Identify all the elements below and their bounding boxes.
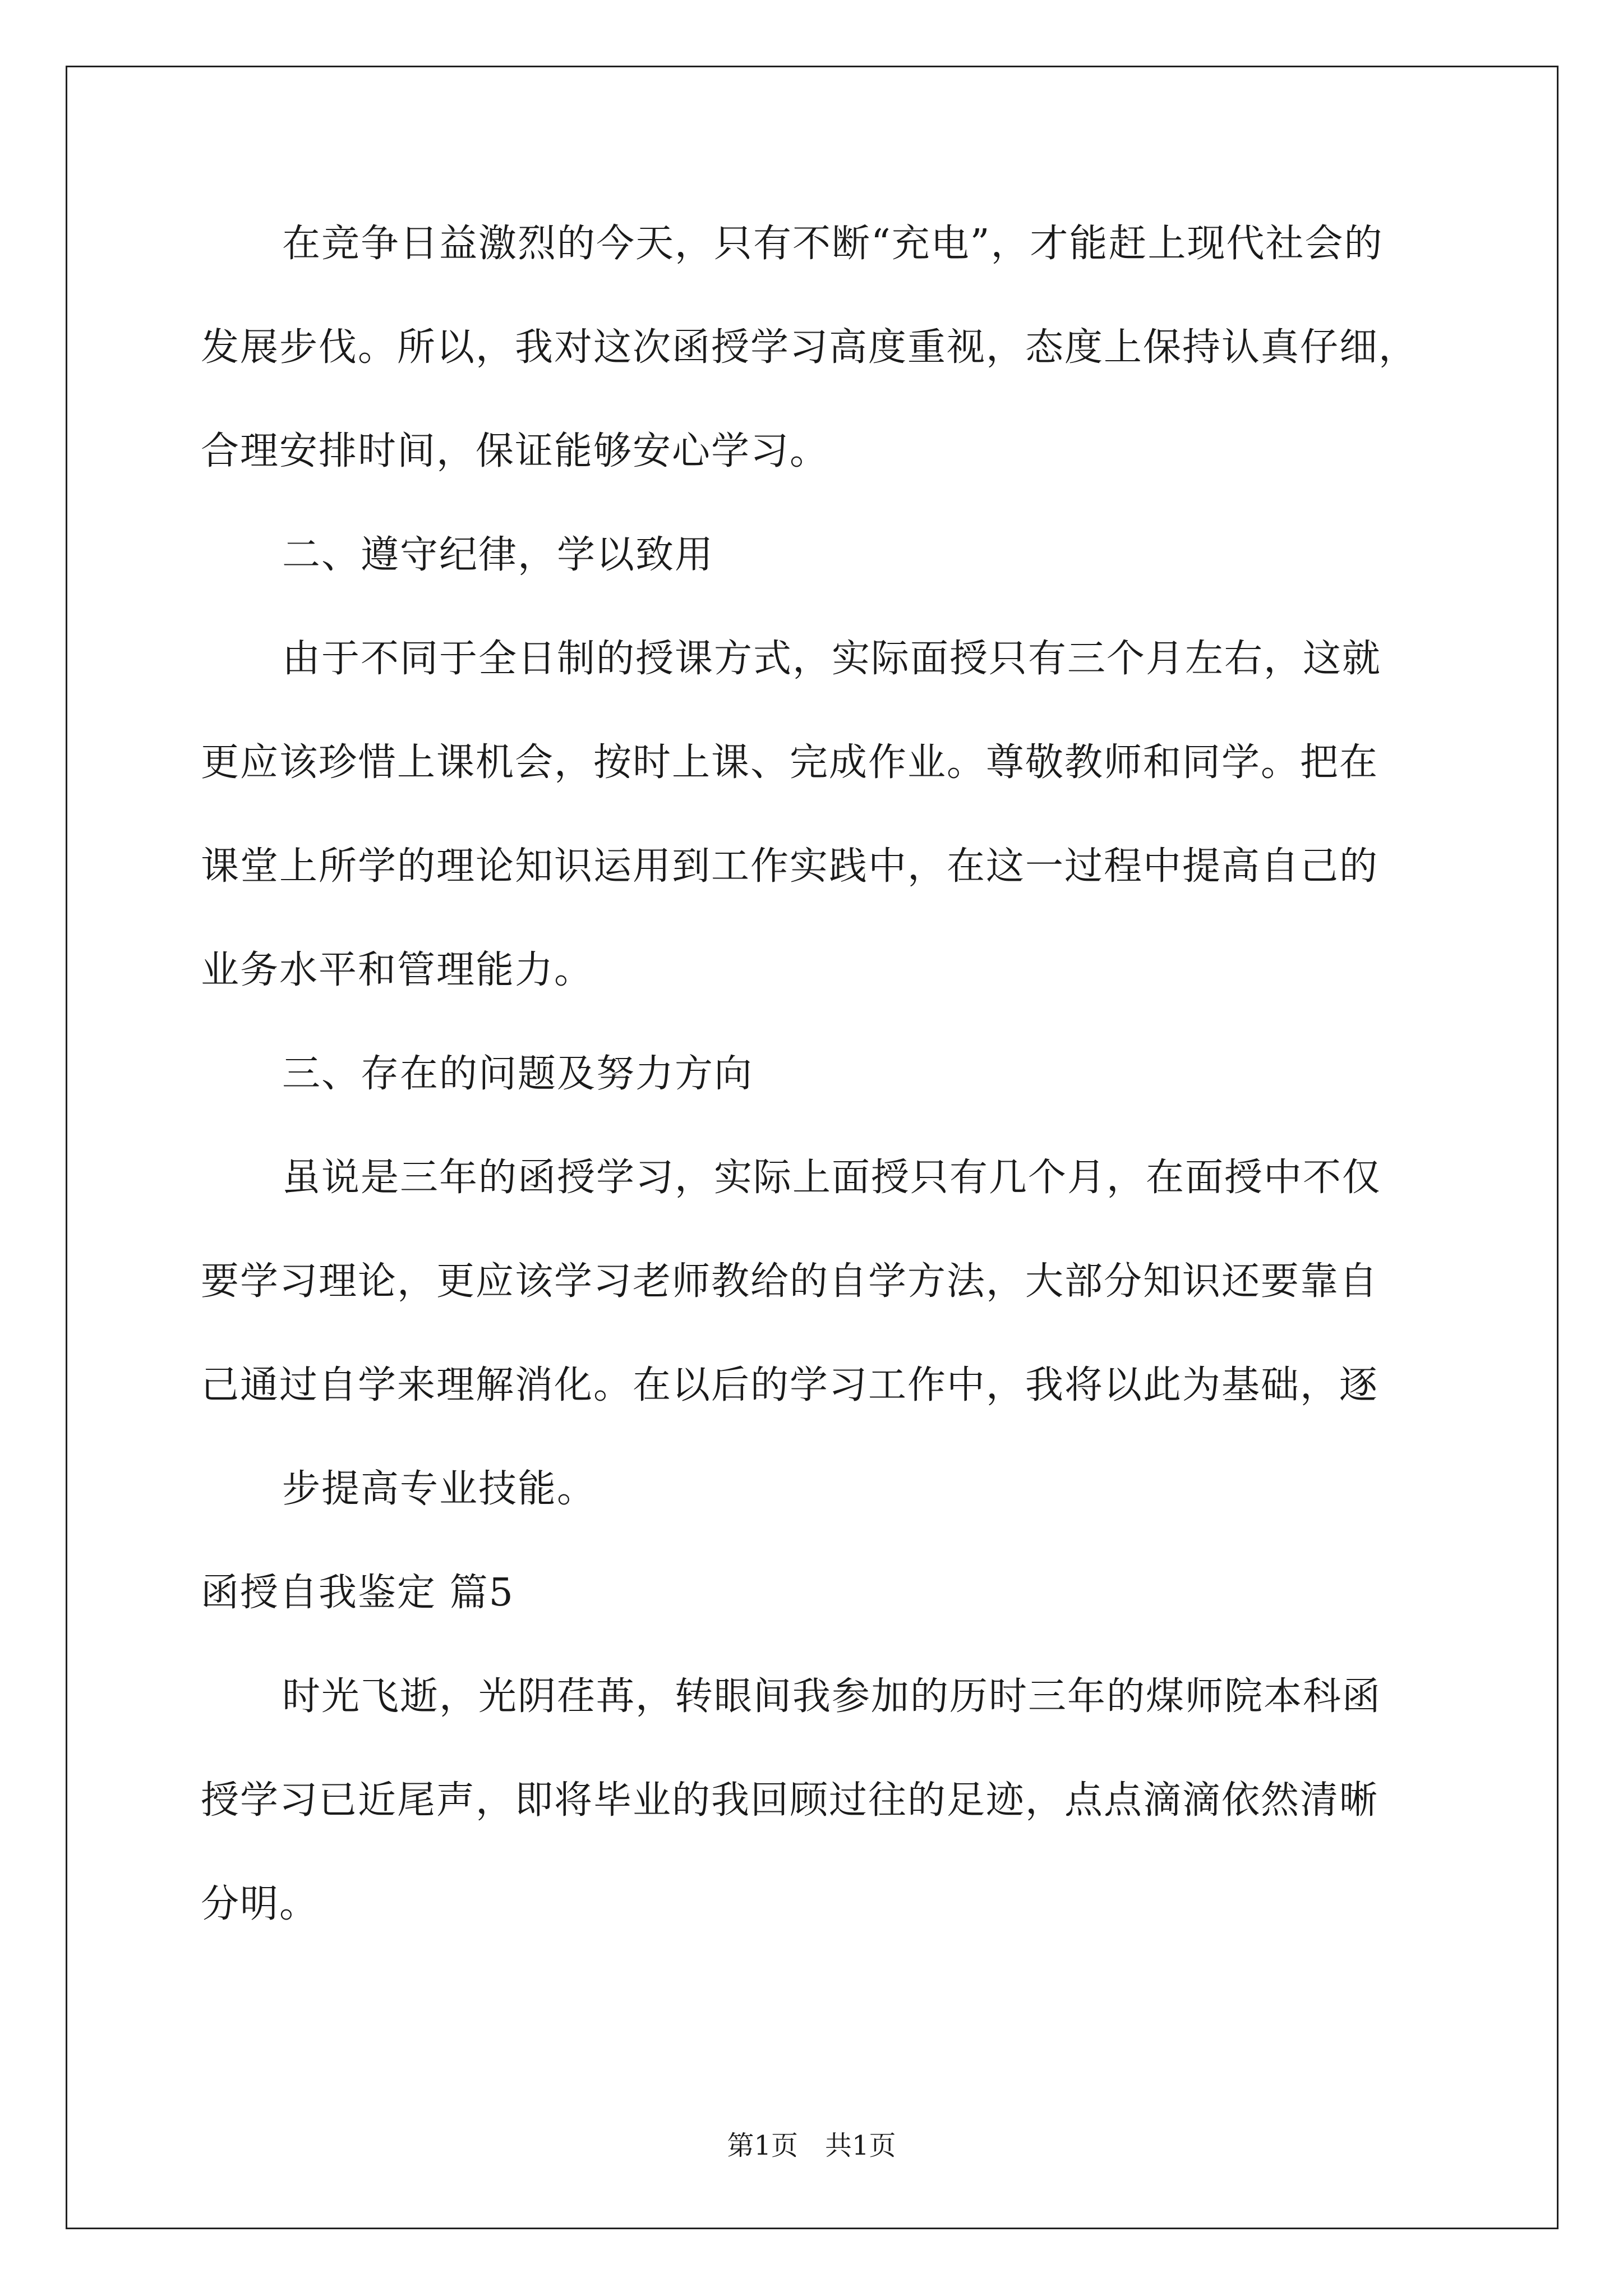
section-heading: 二、遵守纪律，学以致用 — [282, 533, 714, 577]
paragraph-line: 业务水平和管理能力。 — [201, 948, 594, 992]
paragraph-line: 时光飞逝，光阴荏苒，转眼间我参加的历时三年的煤师院本科函 — [282, 1674, 1382, 1719]
paragraph-line: 分明。 — [201, 1882, 319, 1926]
section-heading: 三、存在的问题及努力方向 — [282, 1052, 754, 1096]
paragraph-line: 课堂上所学的理论知识运用到工作实践中，在这一过程中提高自己的 — [201, 844, 1379, 889]
page-number-footer: 第1页 共1页 — [727, 2130, 896, 2161]
paragraph-line: 虽说是三年的函授学习，实际上面授只有几个月，在面授中不仅 — [282, 1156, 1382, 1200]
article-title: 函授自我鉴定 篇5 — [201, 1571, 514, 1615]
paragraph-line: 由于不同于全日制的授课方式，实际面授只有三个月左右，这就 — [282, 637, 1382, 681]
paragraph-line: 发展步伐。所以，我对这次函授学习高度重视，态度上保持认真仔细， — [201, 325, 1418, 370]
paragraph-line: 己通过自学来理解消化。在以后的学习工作中，我将以此为基础，逐 — [201, 1363, 1379, 1407]
paragraph-line: 合理安排时间，保证能够安心学习。 — [201, 429, 829, 473]
paragraph-line: 在竞争日益激烈的今天，只有不断“充电”，才能赶上现代社会的 — [282, 222, 1384, 266]
paragraph-line: 更应该珍惜上课机会，按时上课、完成作业。尊敬教师和同学。把在 — [201, 740, 1379, 785]
paragraph-line: 要学习理论，更应该学习老师教给的自学方法，大部分知识还要靠自 — [201, 1259, 1379, 1304]
paragraph-line: 步提高专业技能。 — [282, 1467, 597, 1511]
paragraph-line: 授学习已近尾声，即将毕业的我回顾过往的足迹，点点滴滴依然清晰 — [201, 1778, 1379, 1823]
